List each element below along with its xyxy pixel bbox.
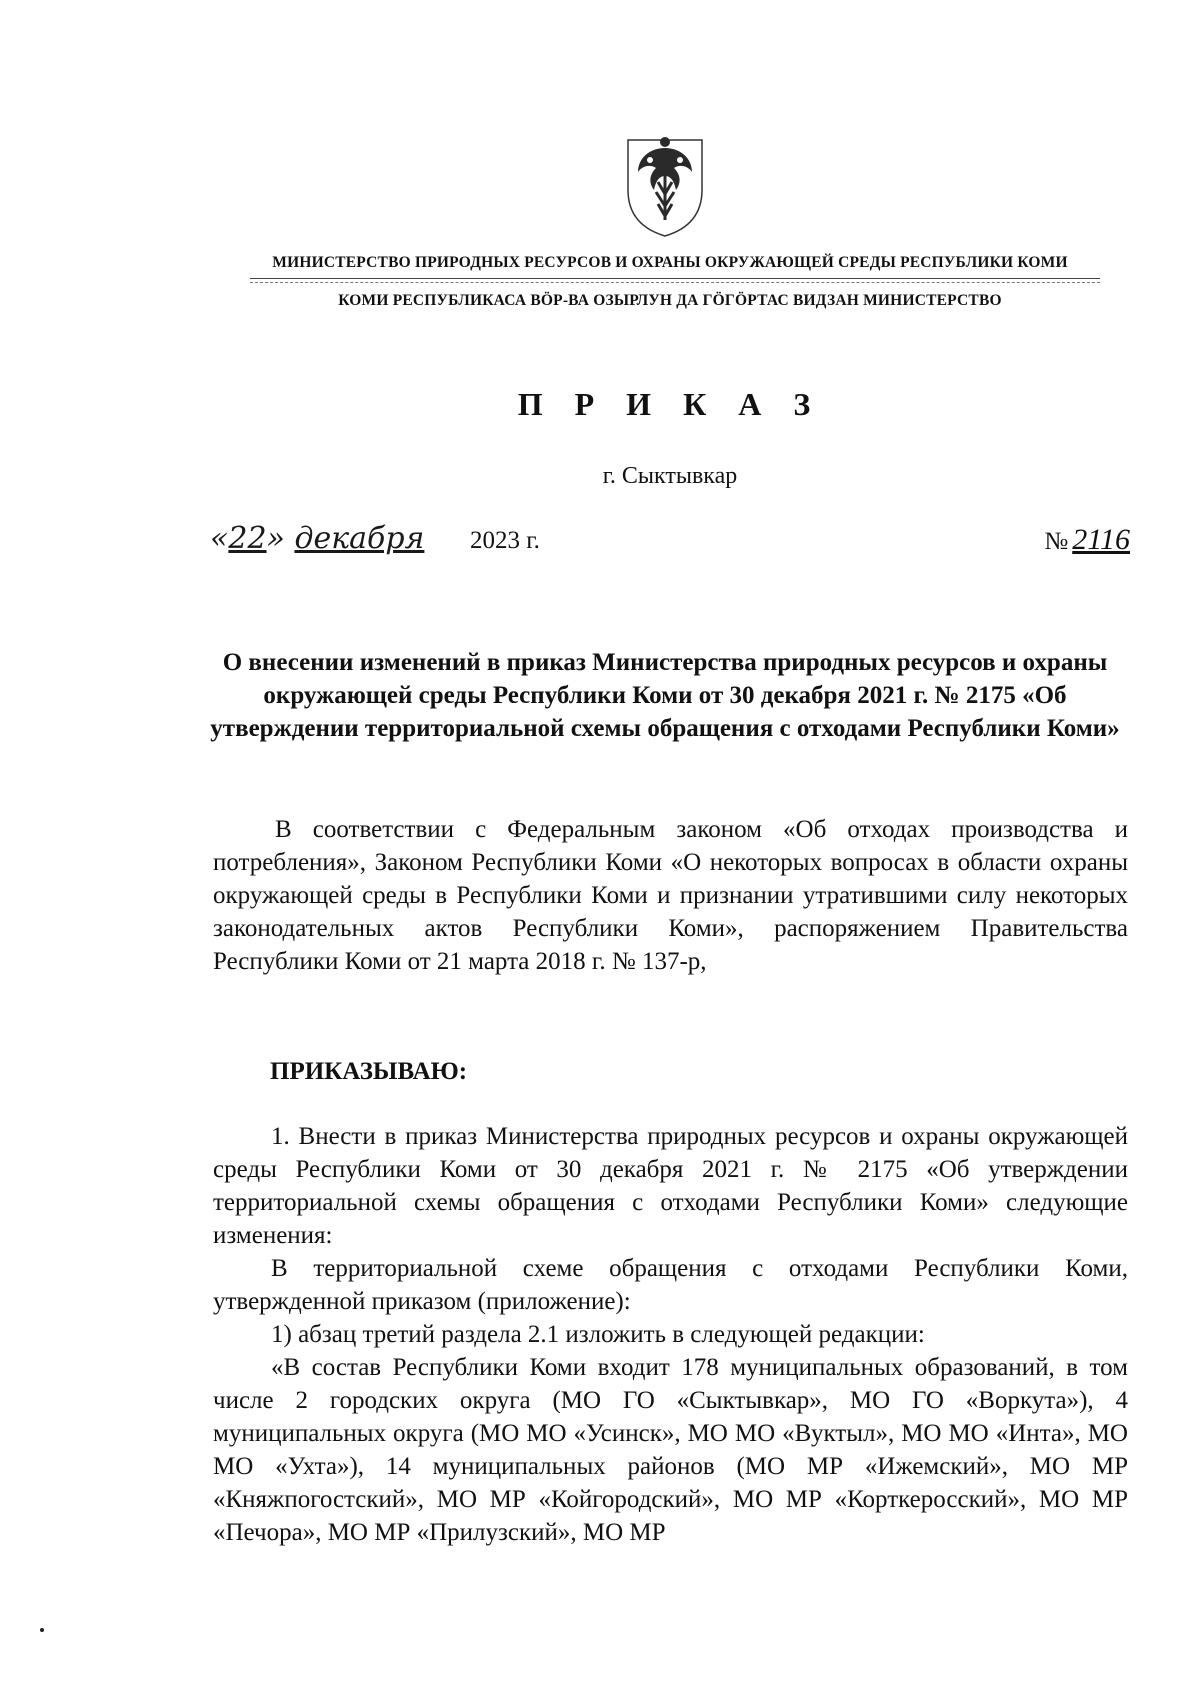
document-city: г. Сыктывкар [602,463,738,489]
order-word: ПРИКАЗЫВАЮ: [270,1058,468,1085]
item-1-paragraph: 1. Внести в приказ Министерства природных ресурсов и охраны окружающей среды Республики Коми от 30 декабря 2021 г. № 2175 «Об утверждении территориальной схемы обращения с отходами Республики Коми» следующие изменения: [213,1123,1128,1249]
document-type: П Р И К А З [517,386,823,422]
date-year: 2023 г. [470,527,540,554]
document-title: О внесении изменений в приказ Министерства природных ресурсов и охраны окружающей среды Республики Коми от 30 декабря 2021 г. № 2175 «Об утверждении территориальной схемы обращения с отходами Республики Коми» [210,649,1120,742]
date-close-quote: » [266,521,285,556]
document-number [1044,523,1130,557]
number-label: № [1044,528,1069,555]
sub-item-1-paragraph: 1) абзац третий раздела 2.1 изложить в следующей редакции: [271,1321,925,1348]
date-day: 22 [228,521,267,556]
date-open-quote: « [210,521,229,556]
handwritten-date [210,521,424,556]
quoted-text-paragraph: «В состав Республики Коми входит 178 муниципальных образований, в том числе 2 городских округа (МО ГО «Сыктывкар», МО ГО «Воркута»), 4 муниципальных округа (МО МО «Усинск», МО МО «Вуктыл», МО МО «Инта», МО МО «Ухта»), 14 муниципальных районов (МО МР «Ижемский», МО МР «Княжпогостский», МО МР «Койгородский», МО МР «Корткеросский», МО МР «Печора», МО МР «Прилузский», МО МР [213,1354,1128,1546]
date-number-row [210,521,1130,577]
date-month: декабря [294,521,425,556]
komi-coat-of-arms-icon [620,120,710,240]
header-rule-secondary [250,282,1100,283]
header-rule [250,278,1100,279]
item-1-sub-paragraph: В территориальной схеме обращения с отходами Республики Коми, утвержденной приказом (приложение): [213,1255,1128,1315]
organization-name-ru: МИНИСТЕРСТВО ПРИРОДНЫХ РЕСУРСОВ И ОХРАНЫ ОКРУЖАЮЩЕЙ СРЕДЫ РЕСПУБЛИКИ КОМИ [272,254,1068,271]
preamble-paragraph: В соответствии с Федеральным законом «Об отходах производства и потребления», Законом Республики Коми «О некоторых вопросах в области охраны окружающей среды в Республики Коми и признании утратившими силу некоторых законодательных актов Республики Коми», распоряжением Правительства Республики Коми от 21 марта 2018 г. № 137-р, [213,816,1128,975]
organization-name-komi: КОМИ РЕСПУБЛИКАСА ВÖР-ВА ОЗЫРЛУН ДА ГÖГÖРТАС ВИДЗАН МИНИСТЕРСТВО [338,292,1002,309]
number-value: 2116 [1072,523,1130,556]
scan-speck [40,1628,44,1632]
